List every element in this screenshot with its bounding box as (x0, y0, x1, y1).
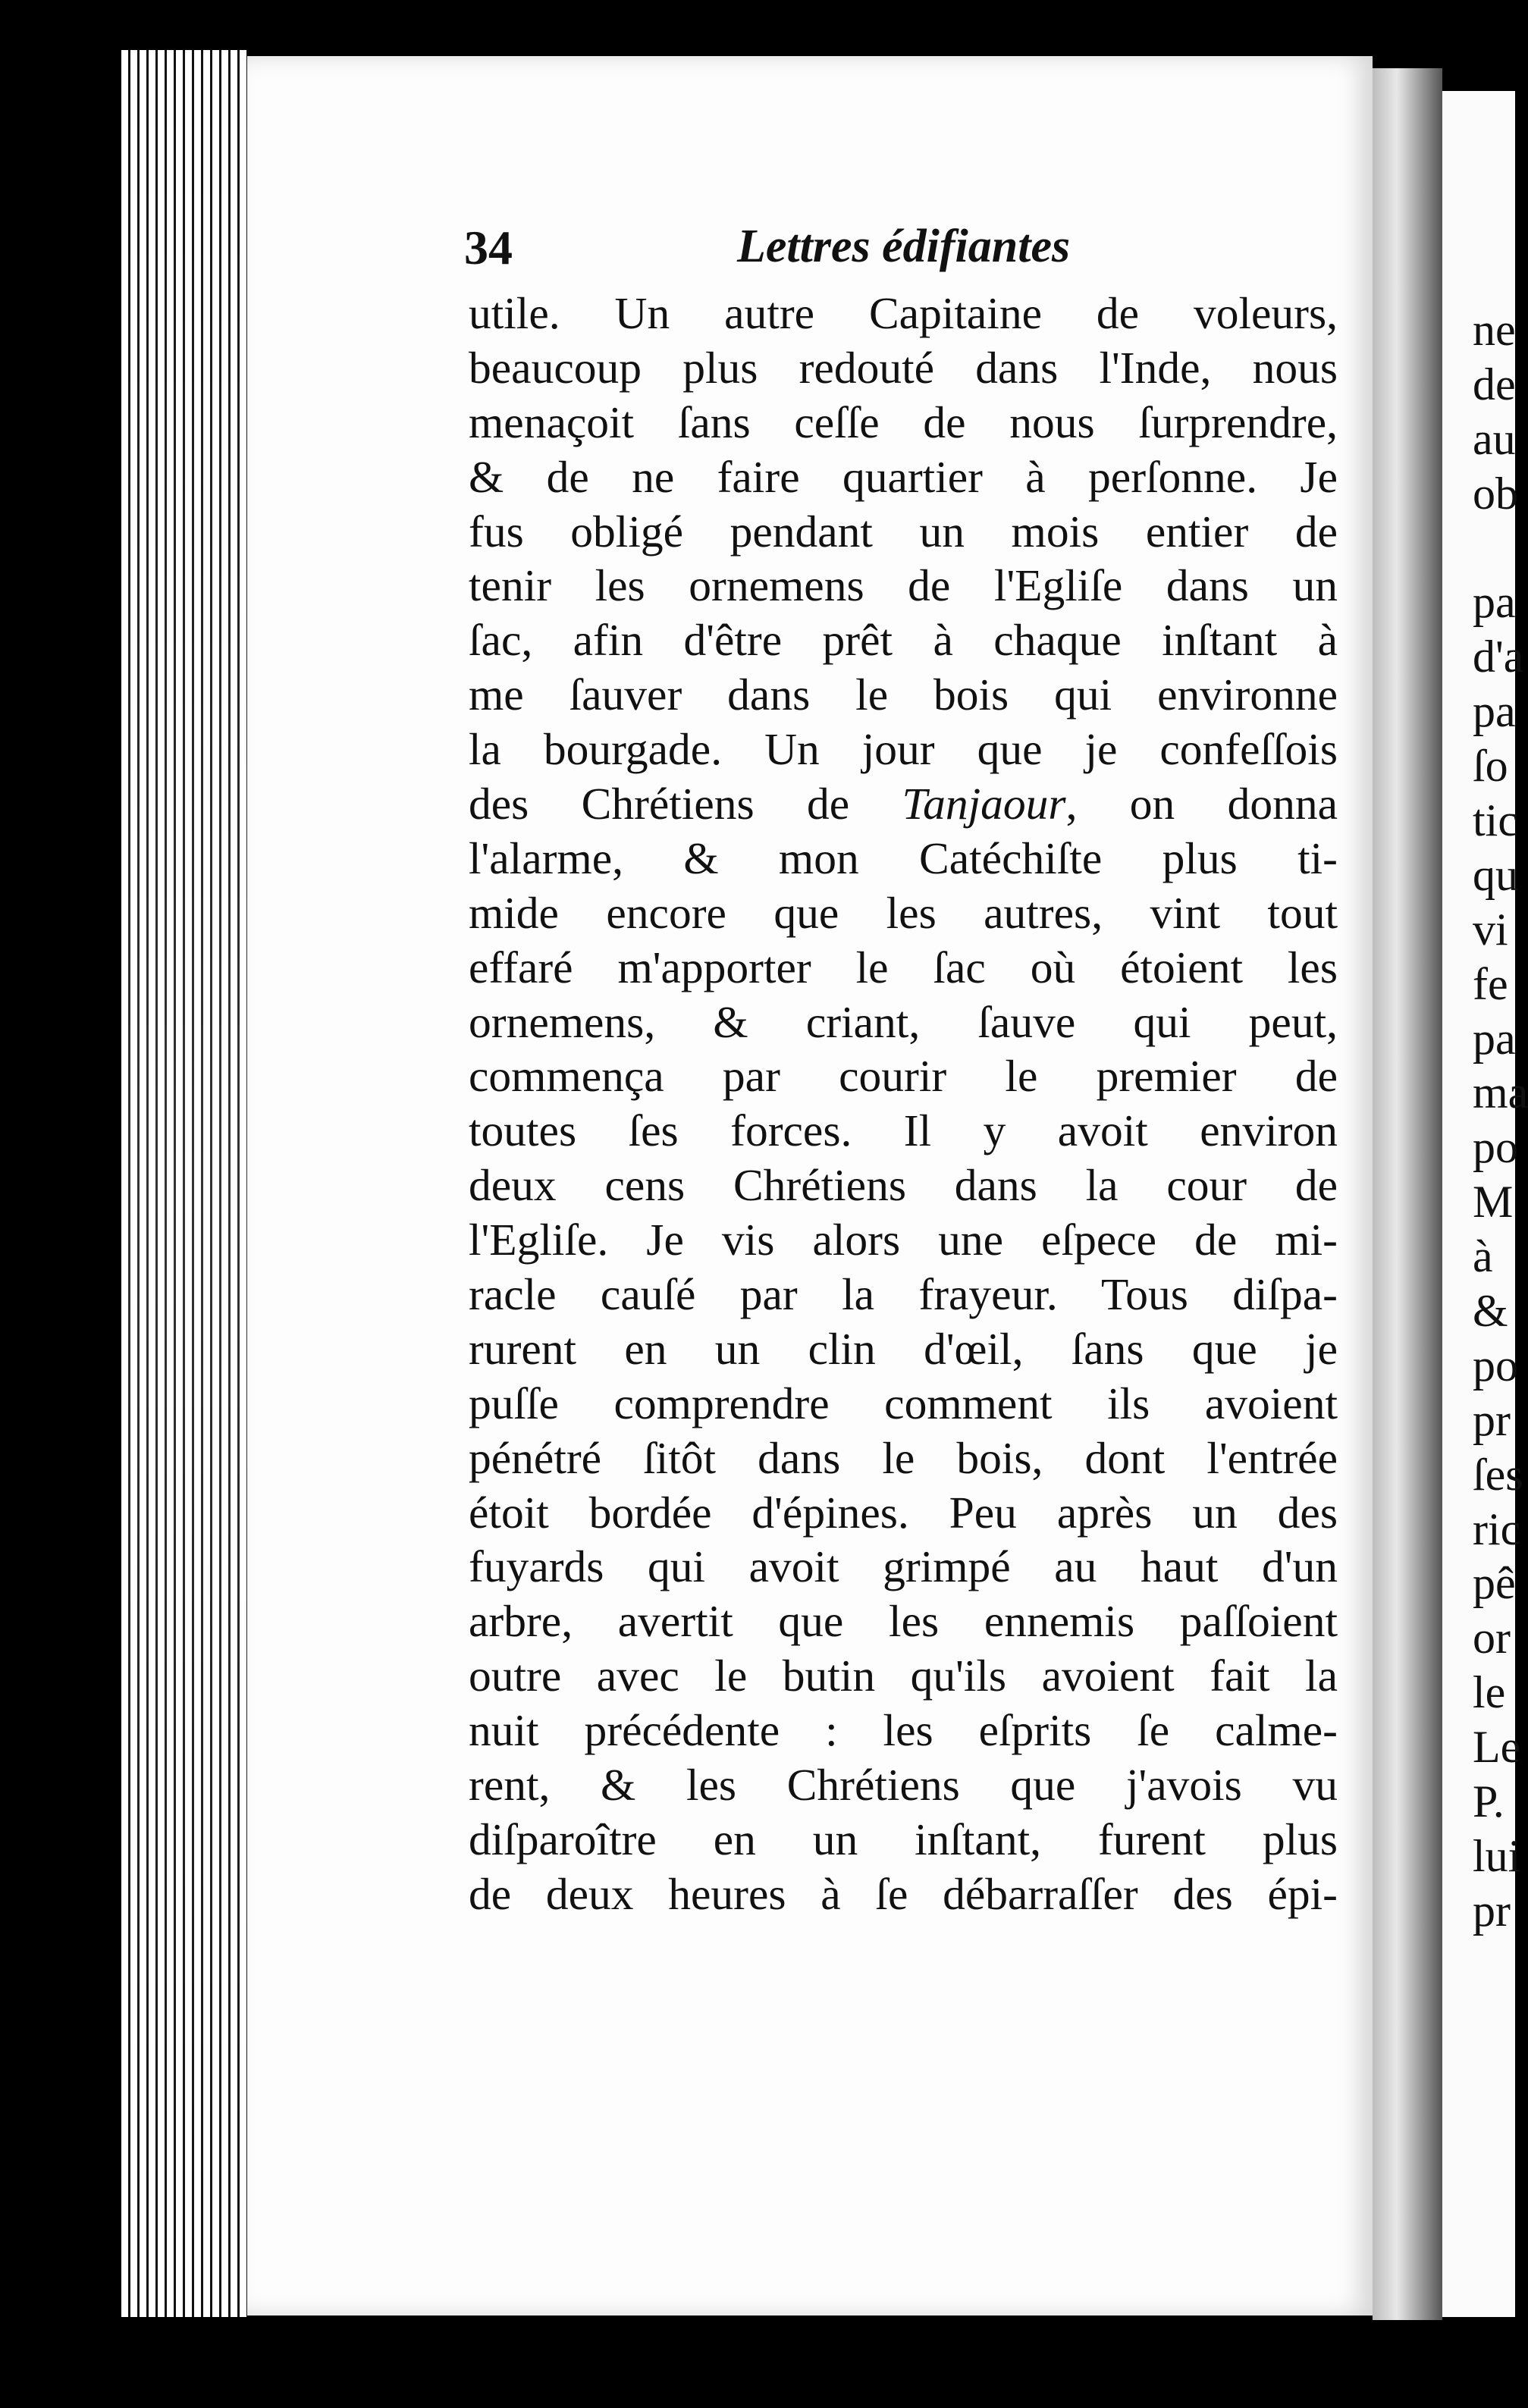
facing-page-fragment: fe (1473, 958, 1508, 1009)
facing-page-fragment: qu (1473, 849, 1518, 900)
text-line: l'Egliſe. Je vis alors une eſpece de mi- (469, 1215, 1338, 1265)
running-head (464, 220, 1336, 288)
body-text (469, 287, 1338, 1922)
facing-page-fragment: & (1473, 1286, 1508, 1337)
text-line: racle cauſé par la frayeur. Tous diſpa- (469, 1269, 1338, 1320)
facing-page-fragment (1442, 522, 1515, 576)
facing-page-fragment: P. (1473, 1776, 1504, 1827)
text-line: ornemens, & criant, ſauve qui peut, (469, 996, 1338, 1047)
facing-page-fragment: po (1473, 1340, 1518, 1391)
text-line: deux cens Chrétiens dans la cour de (469, 1160, 1338, 1211)
text-line: la bourgade. Un jour que je confeſſois (469, 724, 1338, 775)
place-name: Tanjaour (902, 779, 1066, 829)
facing-page-fragment: ſes (1473, 1449, 1523, 1500)
text-line: & de ne faire quartier à perſonne. Je (469, 451, 1338, 502)
facing-page-fragment: d'a (1473, 632, 1524, 682)
text-line: mide encore que les autres, vint tout (469, 887, 1338, 938)
running-title: Lettres édifiantes (737, 221, 1071, 272)
facing-page-fragment: pa (1473, 577, 1516, 628)
facing-page-fragment: pr (1473, 1885, 1511, 1936)
text-line: des Chrétiens de Tanjaour, on donna (469, 779, 1338, 829)
text-line: outre avec le butin qu'ils avoient fait la (469, 1651, 1338, 1701)
facing-page-fragment: po (1473, 1122, 1518, 1173)
text-line: pénétré ſitôt dans le bois, dont l'entrée (469, 1432, 1338, 1483)
text-line: toutes ſes forces. Il y avoit environ (469, 1105, 1338, 1156)
facing-page-fragment: ſo (1473, 741, 1508, 792)
facing-page-fragment: de (1473, 359, 1516, 409)
page-number: 34 (464, 221, 513, 274)
facing-page-fragment: pr (1473, 1394, 1511, 1445)
facing-page-edge (1442, 91, 1528, 2317)
facing-page-fragment: pê (1473, 1558, 1516, 1609)
text-line: fuyards qui avoit grimpé au haut d'un (469, 1541, 1338, 1592)
facing-page-fragment: le (1473, 1667, 1506, 1718)
text-line: puſſe comprendre comment ils avoient (469, 1378, 1338, 1428)
facing-page-fragment: or (1473, 1613, 1511, 1663)
text-line: diſparoître en un inſtant, furent plus (469, 1814, 1338, 1864)
text-line: étoit bordée d'épines. Peu après un des (469, 1487, 1338, 1538)
text-line: utile. Un autre Capitaine de voleurs, (469, 288, 1338, 338)
text-line: rent, & les Chrétiens que j'avois vu (469, 1760, 1338, 1811)
text-line: commença par courir le premier de (469, 1051, 1338, 1102)
text-line: arbre, avertit que les ennemis paſſoient (469, 1596, 1338, 1647)
text-line: fus obligé pendant un mois entier de (469, 506, 1338, 557)
text-line: me ſauver dans le bois qui environne (469, 669, 1338, 720)
text-line: rurent en un clin d'œil, ſans que je (469, 1323, 1338, 1374)
text-line: menaçoit ſans ceſſe de nous ſurprendre, (469, 397, 1338, 447)
facing-page-fragment: ne (1473, 305, 1516, 355)
text-line: beaucoup plus redouté dans l'Inde, nous (469, 342, 1338, 393)
text-line: nuit précédente : les eſprits ſe calme- (469, 1705, 1338, 1756)
facing-page-fragment: pa (1473, 1013, 1516, 1064)
book-page-edges (121, 50, 247, 2317)
facing-page-fragment: au (1473, 413, 1516, 464)
text-line: ſac, afin d'être prêt à chaque inſtant à (469, 615, 1338, 666)
facing-page-fragment: à (1473, 1231, 1493, 1282)
facing-page-fragment: tic (1473, 795, 1518, 846)
text-line: tenir les ornemens de l'Egliſe dans un (469, 560, 1338, 611)
facing-page-fragment: ob (1473, 468, 1518, 519)
facing-page-text (1442, 303, 1528, 1939)
facing-page-fragment: lui (1473, 1830, 1521, 1881)
text-line: effaré m'apporter le ſac où étoient les (469, 942, 1338, 992)
facing-page-fragment: Le (1473, 1722, 1521, 1773)
facing-page-fragment: pa (1473, 686, 1516, 737)
facing-page-fragment: ric (1473, 1503, 1521, 1554)
text-line: l'alarme, & mon Catéchiſte plus ti- (469, 832, 1338, 883)
book-gutter (1373, 68, 1442, 2320)
facing-page-fragment: ma (1473, 1068, 1528, 1118)
text-line: de deux heures à ſe débarraſſer des épi- (469, 1868, 1338, 1919)
facing-page-fragment: vi (1473, 904, 1508, 955)
facing-page-fragment: M (1473, 1177, 1514, 1228)
